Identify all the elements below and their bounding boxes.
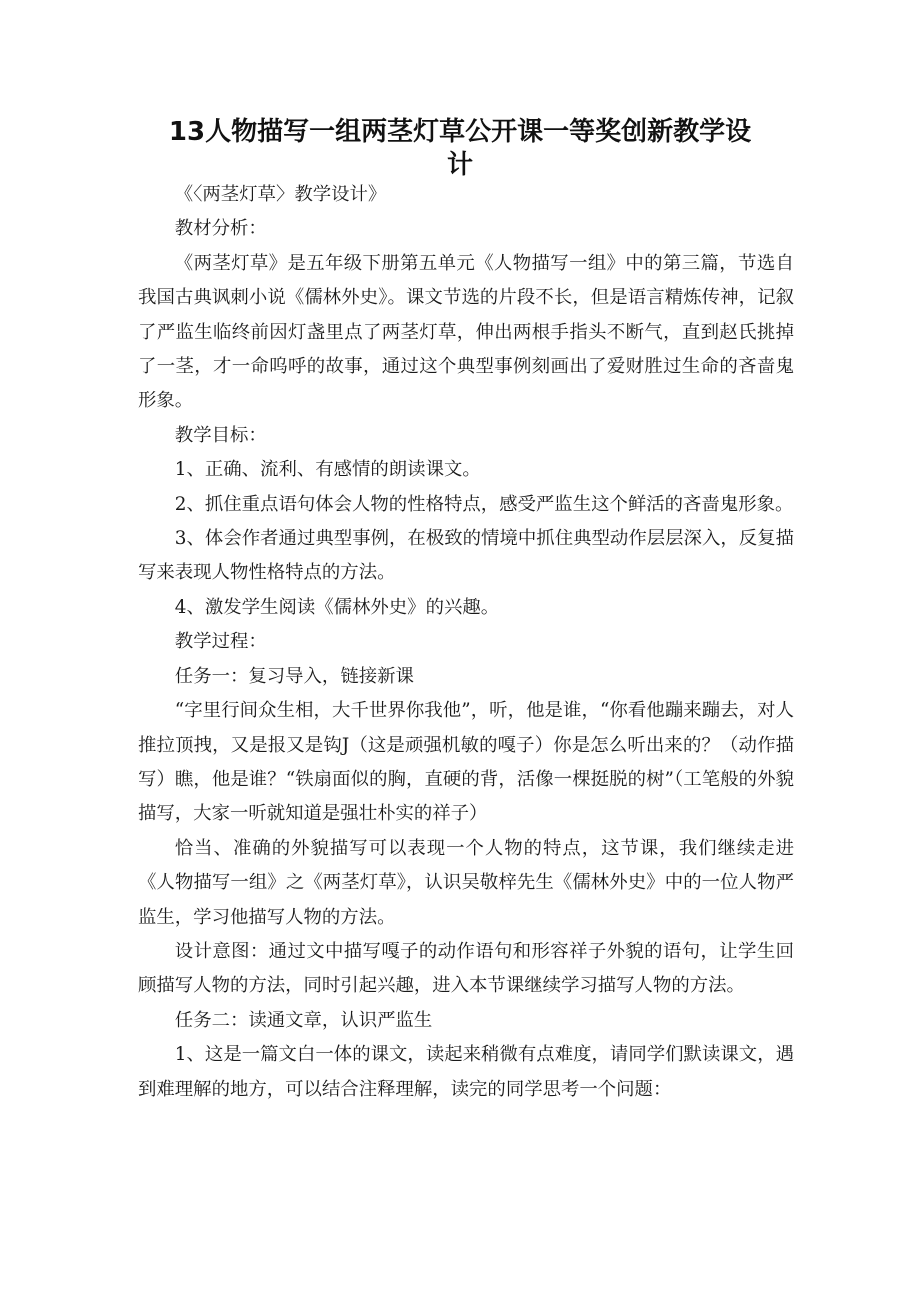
task-heading-2: 任务二：读通文章，认识严监生 xyxy=(174,1009,433,1031)
section-heading-teaching-process: 教学过程： xyxy=(174,631,267,653)
task-heading-1: 任务一：复习导入，链接新课 xyxy=(174,665,414,687)
document-title-line-2: 计 xyxy=(446,150,473,180)
paragraph-material-analysis: 《两茎灯草》是五年级下册第五单元《人物描写一组》中的第三篇，节选自我国古典讽刺小说《儒林外史》。课文节选的片段不长，但是语言精炼传神，记叙了严监生临终前因灯盏里点了两茎灯草，伸出两根手指头不断气，直到赵氏挑掉了一茎，才一命呜呼的故事，通过这个典型事例刻画出了爱财胜过生命的吝啬鬼形象。 xyxy=(138,252,794,412)
goal-item-2: 2、抓住重点语句体会人物的性格特点，感受严监生这个鲜活的吝啬鬼形象。 xyxy=(174,493,794,515)
subtitle: 《〈两茎灯草〉教学设计》 xyxy=(174,184,387,205)
document-title-line-1: 13人物描写一组两茎灯草公开课一等奖创新教学设 xyxy=(168,117,752,147)
document-body xyxy=(138,178,794,1107)
paragraph-task2-step1: 1、这是一篇文白一体的课文，读起来稍微有点难度，请同学们默读课文，遇到难理解的地方，可以结合注释理解，读完的同学思考一个问题： xyxy=(138,1044,794,1100)
paragraph-lesson-intro: 恰当、准确的外貌描写可以表现一个人物的特点，这节课，我们继续走进《人物描写一组》之《两茎灯草》，认识吴敬梓先生《儒林外史》中的一位人物严监生，学习他描写人物的方法。 xyxy=(138,837,794,928)
goal-item-1: 1、正确、流利、有感情的朗读课文。 xyxy=(174,459,481,481)
goal-item-3: 3、体会作者通过典型事例，在极致的情境中抓住典型动作层层深入，反复描写来表现人物性格特点的方法。 xyxy=(138,528,794,584)
goal-item-4: 4、激发学生阅读《儒林外史》的兴趣。 xyxy=(174,596,500,618)
paragraph-design-intent: 设计意图：通过文中描写嘎子的动作语句和形容祥子外貌的语句，让学生回顾描写人物的方法，同时引起兴趣，进入本节课继续学习描写人物的方法。 xyxy=(138,940,794,997)
section-heading-material-analysis: 教材分析： xyxy=(174,218,267,240)
paragraph-intro-quotes: “字里行间众生相，大千世界你我他”，听，他是谁，“你看他蹦来蹦去，对人推拉顶拽，又是报又是钩J（这是顽强机敏的嘎子）你是怎么听出来的？（动作描写）瞧，他是谁？“铁扇面似的胸，直硬的背，活像一棵挺脱的树”（工笔般的外貌描写，大家一听就知道是强壮朴实的祥子） xyxy=(138,700,794,825)
section-heading-teaching-goals: 教学目标： xyxy=(174,424,267,446)
